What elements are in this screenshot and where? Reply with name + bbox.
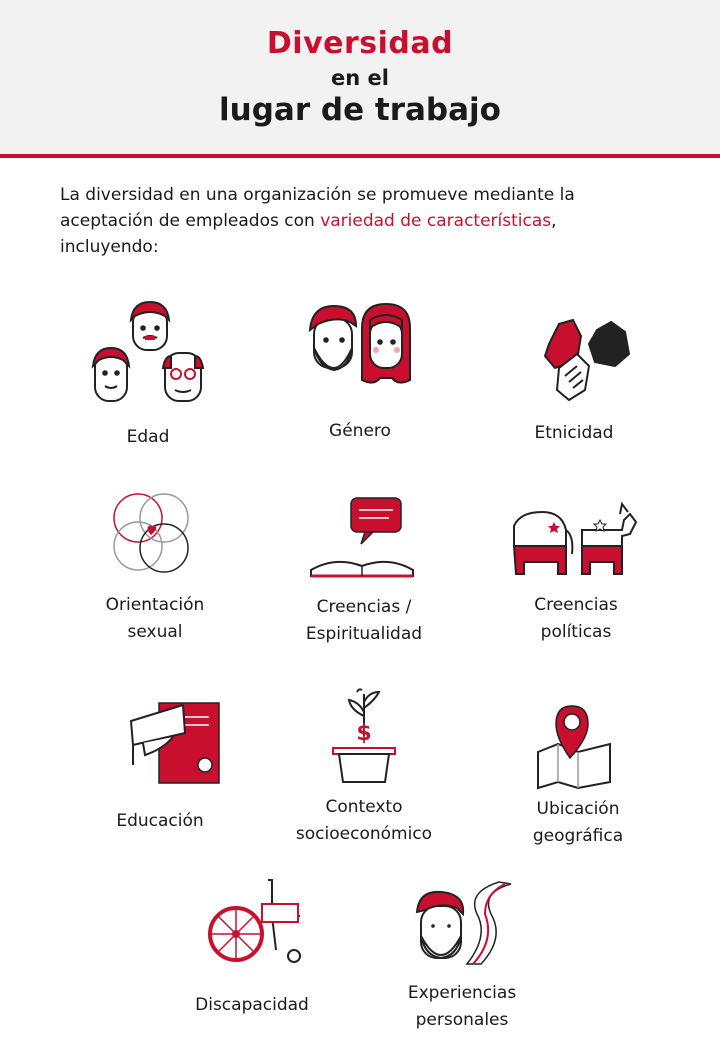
label-creencias: Creencias / Espiritualidad: [305, 597, 423, 644]
intro-paragraph: [60, 182, 660, 260]
age-faces-icon: [85, 298, 215, 413]
intro-text-end: , incluyendo:: [60, 211, 557, 257]
item-politicas: [475, 500, 675, 580]
hands-icon: [515, 316, 635, 406]
item-contexto: [264, 686, 464, 786]
intro-text: La diversidad en una organización se promueve mediante la aceptación de empleados con: [60, 185, 575, 231]
label-educacion: Educación: [116, 811, 204, 831]
label-contexto: Contexto socioeconómico: [295, 797, 433, 844]
item-genero: [260, 298, 460, 398]
gender-couple-icon: [300, 298, 420, 398]
item-etnicidad: [475, 316, 675, 406]
header-divider: [0, 154, 720, 158]
header-banner: [0, 0, 720, 155]
label-genero: Género: [329, 421, 391, 441]
intro-highlight: variedad de características: [320, 211, 552, 231]
person-road-icon: [411, 878, 521, 973]
wheelchair-icon: [206, 876, 306, 966]
book-speech-icon: [307, 496, 417, 581]
item-orientacion: [52, 490, 252, 580]
svg-text:$: $: [356, 721, 372, 746]
venn-heart-icon: [102, 490, 202, 580]
item-creencias: [262, 496, 462, 581]
elephant-donkey-icon: [510, 500, 640, 580]
map-pin-icon: [530, 700, 620, 790]
label-orientacion: Orientación sexual: [105, 595, 205, 642]
item-discapacidad: [156, 876, 356, 966]
label-etnicidad: Etnicidad: [534, 423, 614, 443]
label-politicas: Creencias políticas: [534, 595, 618, 642]
money-plant-icon: [329, 686, 399, 786]
title-line-2: en el: [331, 66, 389, 90]
label-discapacidad: Discapacidad: [195, 995, 309, 1015]
title-line-1: Diversidad: [266, 26, 454, 61]
item-edad: [50, 298, 250, 413]
item-ubicacion: [475, 700, 675, 790]
label-experiencias: Experiencias personales: [407, 983, 517, 1030]
item-experiencias: [366, 878, 566, 973]
title-line-3: lugar de trabajo: [219, 92, 501, 128]
label-edad: Edad: [126, 427, 170, 447]
item-educacion: [58, 695, 258, 790]
label-ubicacion: Ubicación geográfica: [532, 799, 624, 846]
graduation-diploma-icon: [93, 695, 223, 790]
